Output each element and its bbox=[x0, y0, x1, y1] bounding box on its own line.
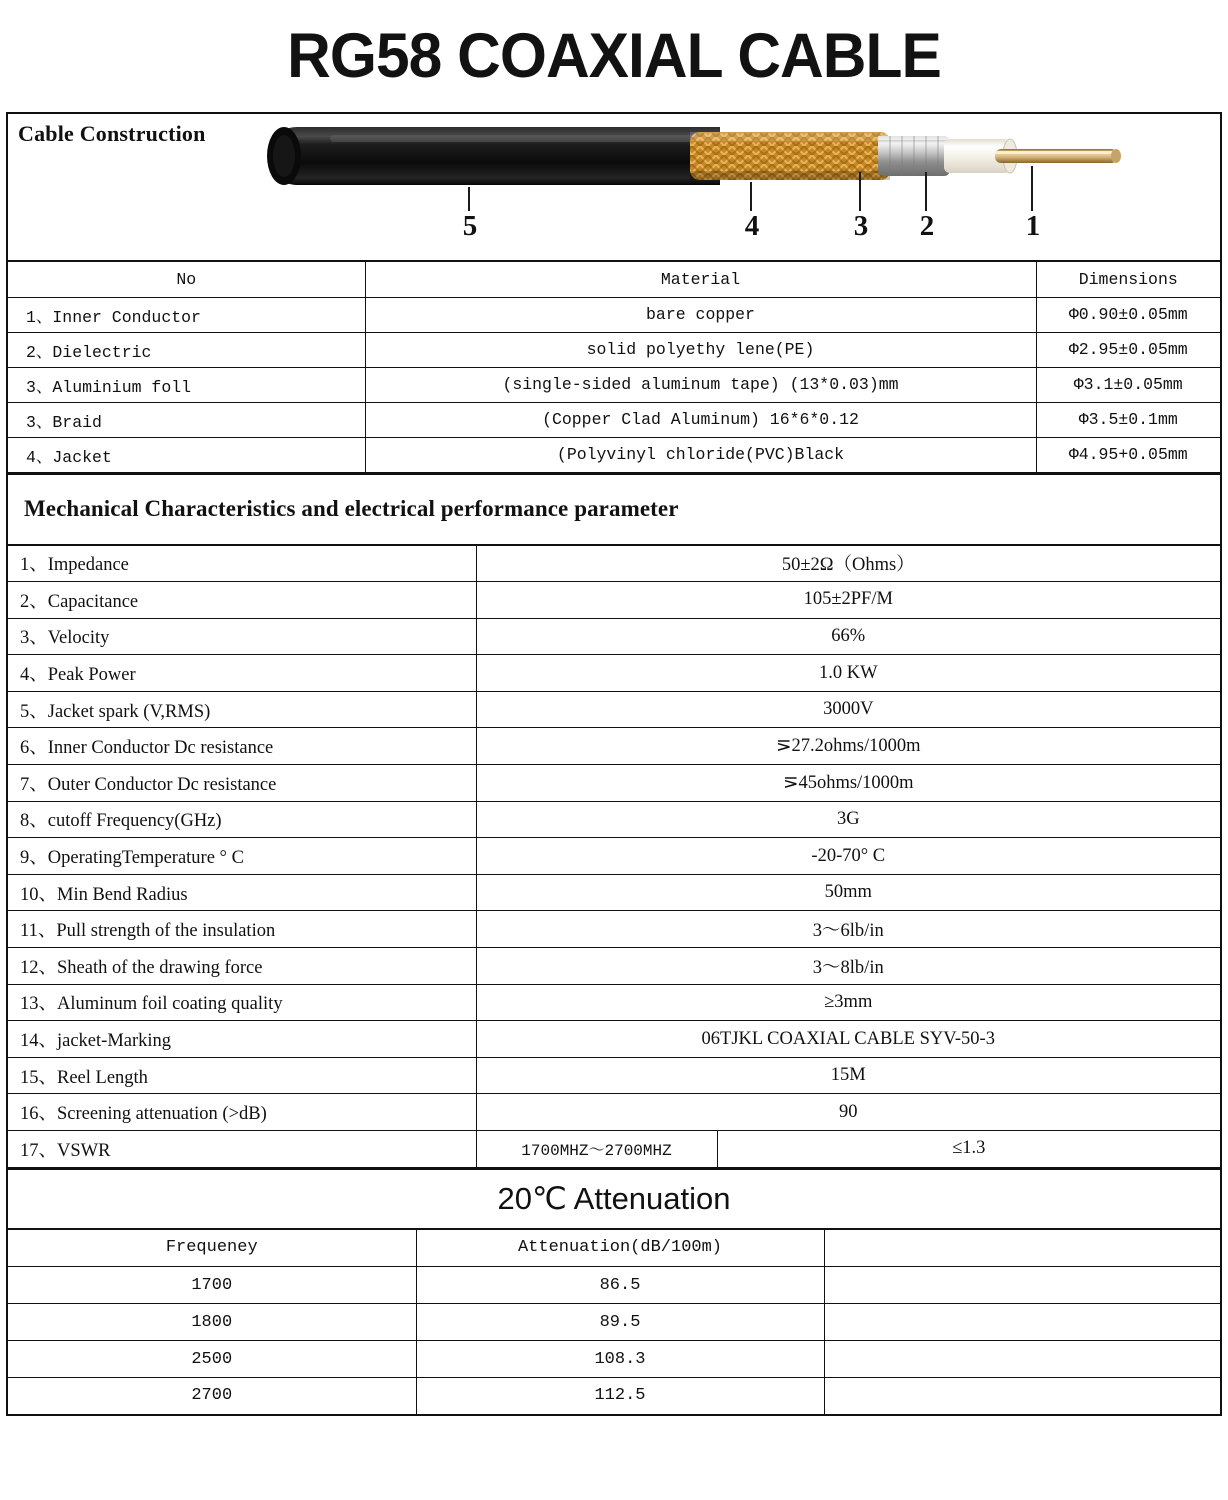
cable-diagram bbox=[260, 119, 1130, 259]
materials-header-no: No bbox=[8, 262, 365, 297]
param-label: 3、Velocity bbox=[8, 618, 476, 655]
param-value: 3～6lb/in bbox=[476, 911, 1220, 948]
table-row bbox=[8, 367, 1220, 402]
param-label: 10、Min Bend Radius bbox=[8, 874, 476, 911]
table-row bbox=[8, 545, 1220, 582]
param-value: 1.0 KW bbox=[476, 655, 1220, 692]
atten-frequency: 2700 bbox=[8, 1378, 416, 1415]
table-header-row bbox=[8, 1230, 1220, 1267]
jacket-layer bbox=[267, 127, 720, 185]
param-value: 3～8lb/in bbox=[476, 948, 1220, 985]
atten-frequency: 1700 bbox=[8, 1267, 416, 1304]
param-label: 15、Reel Length bbox=[8, 1057, 476, 1094]
param-label: 1、Impedance bbox=[8, 545, 476, 582]
aluminium-foil-layer bbox=[878, 136, 950, 176]
vswr-value: ≤1.3 bbox=[717, 1131, 1220, 1168]
param-value: 50±2Ω（Ohms） bbox=[476, 545, 1220, 582]
cable-construction-panel bbox=[8, 114, 1220, 262]
param-label: 12、Sheath of the drawing force bbox=[8, 948, 476, 985]
material-desc: bare copper bbox=[365, 297, 1036, 332]
param-value: 90 bbox=[476, 1094, 1220, 1131]
atten-blank-cell bbox=[824, 1378, 1220, 1415]
material-no: 1、Inner Conductor bbox=[8, 297, 365, 332]
material-dim: Φ3.5±0.1mm bbox=[1036, 402, 1220, 437]
param-value: ⋝27.2ohms/1000m bbox=[476, 728, 1220, 765]
param-value: -20-70° C bbox=[476, 838, 1220, 875]
leader-line-1 bbox=[1031, 166, 1033, 211]
inner-conductor-layer bbox=[995, 149, 1121, 163]
param-value: 06TJKL COAXIAL CABLE SYV-50-3 bbox=[476, 1021, 1220, 1058]
param-label-vswr: 17、VSWR bbox=[8, 1131, 476, 1168]
table-row bbox=[8, 437, 1220, 472]
atten-frequency: 2500 bbox=[8, 1341, 416, 1378]
param-label: 8、cutoff Frequency(GHz) bbox=[8, 801, 476, 838]
materials-header-material: Material bbox=[365, 262, 1036, 297]
table-row bbox=[8, 1378, 1220, 1415]
table-header-row bbox=[8, 262, 1220, 297]
param-value: 3G bbox=[476, 801, 1220, 838]
material-dim: Φ4.95+0.05mm bbox=[1036, 437, 1220, 472]
param-label: 5、Jacket spark (V,RMS) bbox=[8, 691, 476, 728]
callout-5: 5 bbox=[462, 210, 478, 242]
param-label: 9、OperatingTemperature ° C bbox=[8, 838, 476, 875]
param-label: 14、jacket-Marking bbox=[8, 1021, 476, 1058]
callout-4: 4 bbox=[744, 210, 760, 242]
material-no: 3、Aluminium foll bbox=[8, 367, 365, 402]
table-row bbox=[8, 1057, 1220, 1094]
param-label: 16、Screening attenuation (>dB) bbox=[8, 1094, 476, 1131]
leader-line-5 bbox=[468, 187, 470, 211]
table-row bbox=[8, 655, 1220, 692]
attenuation-section-heading: 20℃ Attenuation bbox=[8, 1168, 1220, 1230]
param-label: 4、Peak Power bbox=[8, 655, 476, 692]
material-dim: Φ0.90±0.05mm bbox=[1036, 297, 1220, 332]
attenuation-table bbox=[8, 1230, 1220, 1416]
table-row bbox=[8, 332, 1220, 367]
table-row bbox=[8, 874, 1220, 911]
table-row bbox=[8, 765, 1220, 802]
param-value: 105±2PF/M bbox=[476, 582, 1220, 619]
atten-value: 86.5 bbox=[416, 1267, 824, 1304]
material-desc: solid polyethy lene(PE) bbox=[365, 332, 1036, 367]
atten-value: 108.3 bbox=[416, 1341, 824, 1378]
material-desc: (Polyvinyl chloride(PVC)Black bbox=[365, 437, 1036, 472]
callout-1: 1 bbox=[1025, 210, 1041, 242]
table-row bbox=[8, 728, 1220, 765]
table-row bbox=[8, 801, 1220, 838]
atten-blank-cell bbox=[824, 1267, 1220, 1304]
table-row bbox=[8, 1094, 1220, 1131]
param-label: 11、Pull strength of the insulation bbox=[8, 911, 476, 948]
material-no: 4、Jacket bbox=[8, 437, 365, 472]
page-title: RG58 COAXIAL CABLE bbox=[287, 21, 941, 91]
table-row bbox=[8, 618, 1220, 655]
table-row bbox=[8, 297, 1220, 332]
coaxial-cable-illustration bbox=[260, 119, 1130, 259]
leader-line-3 bbox=[859, 172, 861, 211]
table-row bbox=[8, 1021, 1220, 1058]
param-value: 3000V bbox=[476, 691, 1220, 728]
cable-construction-label: Cable Construction bbox=[18, 121, 206, 146]
atten-header-blank bbox=[824, 1230, 1220, 1267]
atten-frequency: 1800 bbox=[8, 1304, 416, 1341]
atten-blank-cell bbox=[824, 1304, 1220, 1341]
table-row bbox=[8, 691, 1220, 728]
atten-value: 89.5 bbox=[416, 1304, 824, 1341]
leader-line-4 bbox=[750, 182, 752, 211]
table-row bbox=[8, 1267, 1220, 1304]
param-label: 2、Capacitance bbox=[8, 582, 476, 619]
param-label: 7、Outer Conductor Dc resistance bbox=[8, 765, 476, 802]
table-row bbox=[8, 911, 1220, 948]
table-row-vswr bbox=[8, 1131, 1220, 1168]
materials-header-dimensions: Dimensions bbox=[1036, 262, 1220, 297]
datasheet-frame bbox=[6, 112, 1222, 1416]
atten-header-attenuation: Attenuation(dB/100m) bbox=[416, 1230, 824, 1267]
table-row bbox=[8, 948, 1220, 985]
table-row bbox=[8, 984, 1220, 1021]
param-value: 66% bbox=[476, 618, 1220, 655]
material-dim: Φ2.95±0.05mm bbox=[1036, 332, 1220, 367]
parameters-section-heading: Mechanical Characteristics and electrical performance parameter bbox=[8, 473, 1220, 545]
material-dim: Φ3.1±0.05mm bbox=[1036, 367, 1220, 402]
table-row bbox=[8, 582, 1220, 619]
param-label: 6、Inner Conductor Dc resistance bbox=[8, 728, 476, 765]
param-value: ≥3mm bbox=[476, 984, 1220, 1021]
material-no: 3、Braid bbox=[8, 402, 365, 437]
callout-3: 3 bbox=[853, 210, 869, 242]
param-value: ⋝45ohms/1000m bbox=[476, 765, 1220, 802]
table-row bbox=[8, 1304, 1220, 1341]
table-row bbox=[8, 1341, 1220, 1378]
table-row bbox=[8, 838, 1220, 875]
vswr-frequency-range: 1700MHZ～2700MHZ bbox=[476, 1131, 717, 1168]
atten-blank-cell bbox=[824, 1341, 1220, 1378]
callout-2: 2 bbox=[919, 210, 935, 242]
param-value: 50mm bbox=[476, 874, 1220, 911]
material-desc: (Copper Clad Aluminum) 16*6*0.12 bbox=[365, 402, 1036, 437]
param-label: 13、Aluminum foil coating quality bbox=[8, 984, 476, 1021]
material-no: 2、Dielectric bbox=[8, 332, 365, 367]
materials-table bbox=[8, 262, 1220, 473]
table-row bbox=[8, 402, 1220, 437]
atten-header-frequency: Frequeney bbox=[8, 1230, 416, 1267]
material-desc: (single-sided aluminum tape) (13*0.03)mm bbox=[365, 367, 1036, 402]
atten-value: 112.5 bbox=[416, 1378, 824, 1415]
param-value: 15M bbox=[476, 1057, 1220, 1094]
parameters-table bbox=[8, 545, 1220, 1168]
leader-line-2 bbox=[925, 172, 927, 211]
